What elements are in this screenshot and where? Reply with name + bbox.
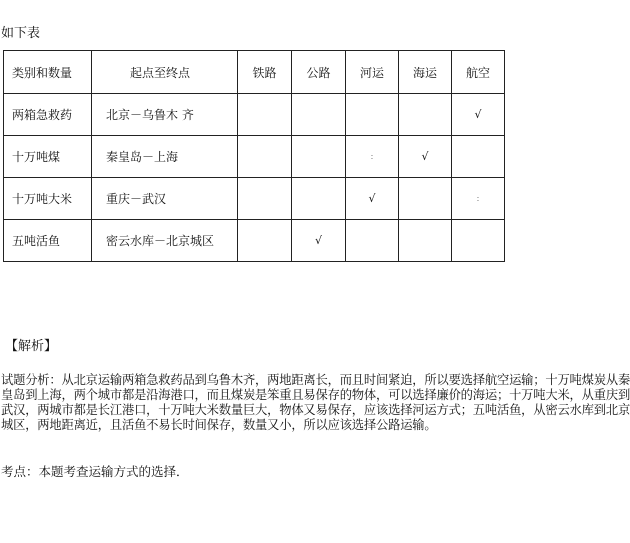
key-point-text: 考点：本题考查运输方式的选择．: [1, 464, 189, 479]
rail-cell: [238, 136, 292, 178]
road-cell: [292, 136, 346, 178]
analysis-text: 试题分析：从北京运输两箱急救药品到乌鲁木齐，两地距离长，而且时间紧迫，所以要选择航空运输；十万吨煤炭从秦皇岛到上海，两个城市都是沿海港口，而且煤炭是笨重且易保存的物体，可以选择廉价的海运；十万吨大米，从重庆到武汉，两城市都是长江港口，十万吨大米数量巨大，物体又易保存，应该选择河运方式；五吨活鱼，从密云水库到北京城区，两地距离近，且活鱼不易长时间保存，数量又小，所以应该选择公路运输。: [1, 373, 630, 432]
table-row: [4, 178, 505, 220]
road-cell: [292, 178, 346, 220]
air-cell: [452, 220, 505, 262]
row-route: 密云水库－北京城区: [92, 220, 238, 262]
header-sea: 海运: [399, 51, 452, 94]
row-route: 秦皇岛－上海: [92, 136, 238, 178]
river-cell: [346, 220, 399, 262]
river-cell: [346, 94, 399, 136]
intro-text: 如下表: [1, 26, 41, 41]
transport-table: [3, 50, 505, 262]
header-route: 起点至终点: [92, 51, 238, 94]
sea-cell: [399, 178, 452, 220]
row-route: 北京－乌鲁木 齐: [92, 94, 238, 136]
row-route: 重庆－武汉: [92, 178, 238, 220]
river-cell-check: √: [346, 178, 399, 220]
rail-cell: [238, 178, 292, 220]
air-cell-check: √: [452, 94, 505, 136]
row-label: 十万吨大米: [4, 178, 92, 220]
sea-cell-check: √: [399, 136, 452, 178]
table-row: [4, 220, 505, 262]
rail-cell: [238, 94, 292, 136]
header-road: 公路: [292, 51, 346, 94]
header-rail: 铁路: [238, 51, 292, 94]
header-river: 河运: [346, 51, 399, 94]
table-row: [4, 136, 505, 178]
row-label: 十万吨煤: [4, 136, 92, 178]
air-cell-mark: :: [452, 178, 505, 220]
rail-cell: [238, 220, 292, 262]
header-air: 航空: [452, 51, 505, 94]
table-row: [4, 94, 505, 136]
row-label: 两箱急救药: [4, 94, 92, 136]
header-category: 类别和数量: [4, 51, 92, 94]
sea-cell: [399, 94, 452, 136]
air-cell: [452, 136, 505, 178]
river-cell-mark: :: [346, 136, 399, 178]
analysis-heading: 【解析】: [5, 339, 58, 354]
road-cell-check: √: [292, 220, 346, 262]
row-label: 五吨活鱼: [4, 220, 92, 262]
road-cell: [292, 94, 346, 136]
sea-cell: [399, 220, 452, 262]
table-header-row: [4, 51, 505, 94]
